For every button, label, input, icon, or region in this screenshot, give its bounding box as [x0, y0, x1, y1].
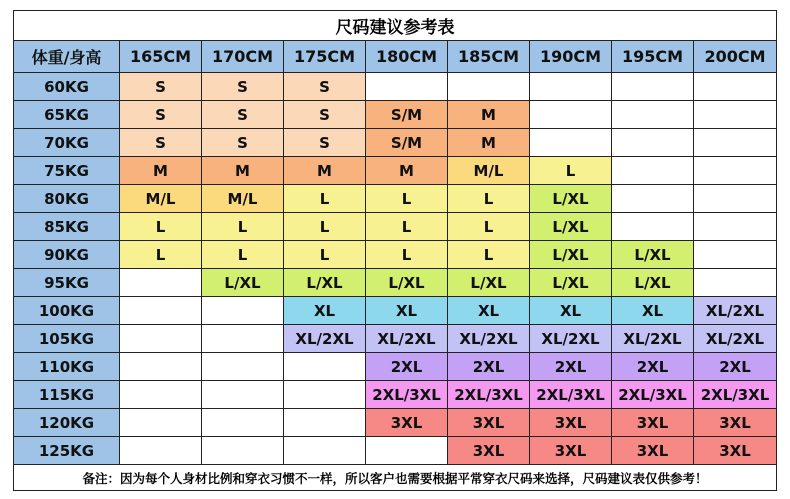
size-cell: 2XL/3XL [530, 381, 612, 409]
size-cell [202, 353, 284, 381]
weight-header: 90KG [14, 241, 120, 269]
weight-header: 120KG [14, 409, 120, 437]
height-header: 195CM [612, 41, 694, 73]
size-cell: M [448, 101, 530, 129]
size-cell: XL [366, 297, 448, 325]
size-cell: XL/2XL [694, 297, 776, 325]
size-cell: 2XL/3XL [694, 381, 776, 409]
size-cell: L/XL [202, 269, 284, 297]
size-cell: L/XL [448, 269, 530, 297]
height-header: 175CM [284, 41, 366, 73]
size-cell [612, 101, 694, 129]
size-cell: XL/2XL [284, 325, 366, 353]
size-cell: L/XL [612, 269, 694, 297]
size-cell [612, 73, 694, 101]
height-header: 170CM [202, 41, 284, 73]
size-cell [612, 185, 694, 213]
size-cell: 2XL [366, 353, 448, 381]
size-cell [448, 73, 530, 101]
size-cell: S [284, 129, 366, 157]
size-cell: S [284, 101, 366, 129]
size-cell: L [284, 241, 366, 269]
size-cell: XL/2XL [694, 325, 776, 353]
size-cell: L/XL [530, 241, 612, 269]
size-cell [612, 129, 694, 157]
size-cell: S [202, 129, 284, 157]
size-cell: L [530, 157, 612, 185]
size-cell: 3XL [530, 409, 612, 437]
size-cell [694, 101, 776, 129]
size-cell: 3XL [694, 437, 776, 465]
size-cell [366, 437, 448, 465]
size-cell: L [448, 213, 530, 241]
size-cell: 3XL [448, 409, 530, 437]
size-cell [202, 325, 284, 353]
size-cell [694, 241, 776, 269]
size-cell [612, 157, 694, 185]
size-cell: 3XL [612, 409, 694, 437]
size-cell: S [120, 73, 202, 101]
size-cell: L [448, 185, 530, 213]
size-cell [284, 437, 366, 465]
size-chart [13, 10, 777, 491]
size-cell: M/L [448, 157, 530, 185]
size-cell: 2XL [530, 353, 612, 381]
size-cell: XL/2XL [366, 325, 448, 353]
size-cell: 3XL [448, 437, 530, 465]
size-cell [284, 409, 366, 437]
size-cell [694, 213, 776, 241]
size-cell: L [202, 241, 284, 269]
size-cell: S [202, 73, 284, 101]
size-cell [120, 437, 202, 465]
corner-header: 体重/身高 [14, 41, 120, 73]
weight-header: 110KG [14, 353, 120, 381]
size-cell: M [448, 129, 530, 157]
size-cell [120, 297, 202, 325]
size-cell [202, 437, 284, 465]
size-cell: 2XL/3XL [366, 381, 448, 409]
size-cell: L/XL [530, 213, 612, 241]
size-cell: XL/2XL [448, 325, 530, 353]
size-cell: L/XL [530, 185, 612, 213]
size-cell: L [284, 213, 366, 241]
size-cell [694, 73, 776, 101]
size-cell: M [366, 157, 448, 185]
size-cell: M [120, 157, 202, 185]
footnote: 备注：因为每个人身材比例和穿衣习惯不一样，所以客户也需要根据平常穿衣尺码来选择，尺码建议表仅供参考！ [82, 470, 708, 486]
size-cell: S [202, 101, 284, 129]
size-cell: M [202, 157, 284, 185]
size-cell [694, 129, 776, 157]
weight-header: 115KG [14, 381, 120, 409]
size-cell [530, 101, 612, 129]
height-header: 190CM [530, 41, 612, 73]
size-cell: S/M [366, 101, 448, 129]
size-cell [202, 381, 284, 409]
size-cell: L [448, 241, 530, 269]
size-cell: S/M [366, 129, 448, 157]
size-cell [694, 185, 776, 213]
size-cell: S [120, 129, 202, 157]
size-cell: L [120, 213, 202, 241]
weight-header: 70KG [14, 129, 120, 157]
height-header: 200CM [694, 41, 776, 73]
weight-header: 65KG [14, 101, 120, 129]
size-cell: L [366, 213, 448, 241]
weight-header: 60KG [14, 73, 120, 101]
height-header: 165CM [120, 41, 202, 73]
size-cell: L/XL [284, 269, 366, 297]
size-cell: XL [284, 297, 366, 325]
size-cell [530, 73, 612, 101]
height-header: 185CM [448, 41, 530, 73]
size-cell: S [120, 101, 202, 129]
size-cell: XL/2XL [612, 325, 694, 353]
weight-header: 125KG [14, 437, 120, 465]
size-cell: XL [530, 297, 612, 325]
size-cell [120, 381, 202, 409]
size-cell [694, 157, 776, 185]
size-cell: 2XL/3XL [448, 381, 530, 409]
size-cell: L [202, 213, 284, 241]
size-cell: L [366, 185, 448, 213]
size-cell: L [366, 241, 448, 269]
weight-header: 85KG [14, 213, 120, 241]
size-cell: S [284, 73, 366, 101]
size-cell [120, 269, 202, 297]
weight-header: 75KG [14, 157, 120, 185]
weight-header: 100KG [14, 297, 120, 325]
size-cell [612, 213, 694, 241]
size-cell [202, 297, 284, 325]
size-cell: L/XL [530, 269, 612, 297]
weight-header: 95KG [14, 269, 120, 297]
size-cell: 3XL [366, 409, 448, 437]
size-cell: L [284, 185, 366, 213]
size-cell: L/XL [366, 269, 448, 297]
size-cell: M [284, 157, 366, 185]
size-cell [284, 353, 366, 381]
size-cell: L/XL [612, 241, 694, 269]
chart-title: 尺码建议参考表 [14, 11, 776, 41]
size-cell: 2XL/3XL [612, 381, 694, 409]
size-grid [14, 41, 776, 465]
size-cell [366, 73, 448, 101]
size-cell: XL [612, 297, 694, 325]
size-cell: M/L [120, 185, 202, 213]
height-header: 180CM [366, 41, 448, 73]
size-cell: 2XL [612, 353, 694, 381]
size-cell: XL/2XL [530, 325, 612, 353]
weight-header: 80KG [14, 185, 120, 213]
size-cell: L [120, 241, 202, 269]
size-cell [120, 409, 202, 437]
size-cell: XL [448, 297, 530, 325]
size-cell [530, 129, 612, 157]
weight-header: 105KG [14, 325, 120, 353]
size-cell [694, 269, 776, 297]
size-cell: 3XL [612, 437, 694, 465]
size-cell: M/L [202, 185, 284, 213]
size-cell [120, 325, 202, 353]
size-cell: 3XL [694, 409, 776, 437]
size-cell [284, 381, 366, 409]
size-cell: 3XL [530, 437, 612, 465]
size-cell: 2XL [448, 353, 530, 381]
size-cell [120, 353, 202, 381]
size-cell: 2XL [694, 353, 776, 381]
size-cell [202, 409, 284, 437]
